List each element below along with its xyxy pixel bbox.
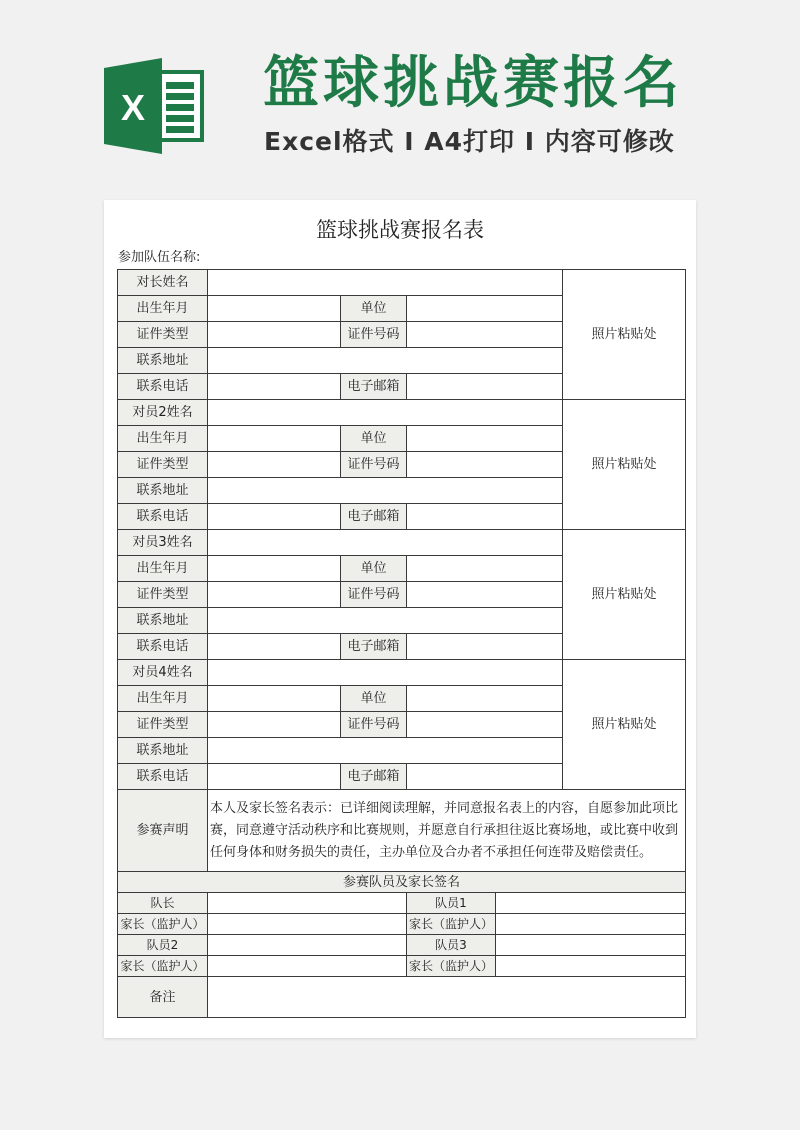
address-field[interactable] [208,738,563,764]
phone-label: 联系电话 [118,374,208,400]
email-label: 电子邮箱 [341,504,407,530]
captain-label: 队长 [118,893,208,914]
unit-label: 单位 [341,556,407,582]
member-1-name-row [118,270,686,296]
address-field[interactable] [208,348,563,374]
member3-signature-field[interactable] [496,935,686,956]
name-field[interactable] [208,400,563,426]
photo-area: 照片粘贴处 [563,400,686,530]
team-name-label: 参加队伍名称: [118,250,201,265]
birth-label: 出生年月 [118,686,208,712]
name-label: 对员3姓名 [118,530,208,556]
unit-field[interactable] [407,426,563,452]
photo-area: 照片粘贴处 [563,660,686,790]
declaration-text: 本人及家长签名表示：已详细阅读理解，并同意报名表上的内容，自愿参加此项比赛，同意遵守活动秩序和比赛规则，并愿意自行承担往返比赛场地，或比赛中收到任何身体和财务损失的责任，主办单位及合办者不承担任何连带及赔偿责任。 [208,790,686,872]
name-field[interactable] [208,660,563,686]
id-number-field[interactable] [407,712,563,738]
signature-header: 参赛队员及家长签名 [118,872,686,893]
notes-row [118,977,686,1018]
id-type-field[interactable] [208,452,341,478]
excel-logo-icon [104,58,204,154]
birth-label: 出生年月 [118,556,208,582]
photo-area: 照片粘贴处 [563,270,686,400]
guardian-label: 家长（监护人） [407,956,496,977]
phone-label: 联系电话 [118,764,208,790]
email-field[interactable] [407,764,563,790]
unit-label: 单位 [341,426,407,452]
member2-label: 队员2 [118,935,208,956]
email-field[interactable] [407,374,563,400]
id-type-label: 证件类型 [118,322,208,348]
notes-label: 备注 [118,977,208,1018]
signature-row [118,914,686,935]
member3-label: 队员3 [407,935,496,956]
phone-field[interactable] [208,374,341,400]
banner-title: 篮球挑战赛报名 [263,51,683,116]
signature-row [118,935,686,956]
email-label: 电子邮箱 [341,764,407,790]
email-label: 电子邮箱 [341,374,407,400]
address-label: 联系地址 [118,348,208,374]
guardian-signature-field[interactable] [208,914,407,935]
birth-field[interactable] [208,556,341,582]
id-type-label: 证件类型 [118,452,208,478]
guardian-label: 家长（监护人） [118,956,208,977]
unit-field[interactable] [407,686,563,712]
guardian-signature-field[interactable] [208,956,407,977]
id-type-label: 证件类型 [118,712,208,738]
id-number-label: 证件号码 [341,712,407,738]
member-4-name-row [118,660,686,686]
name-field[interactable] [208,530,563,556]
phone-field[interactable] [208,504,341,530]
id-type-label: 证件类型 [118,582,208,608]
birth-field[interactable] [208,426,341,452]
id-number-label: 证件号码 [341,322,407,348]
id-number-label: 证件号码 [341,452,407,478]
birth-label: 出生年月 [118,426,208,452]
unit-field[interactable] [407,296,563,322]
registration-table [117,269,686,1018]
id-type-field[interactable] [208,322,341,348]
member1-label: 队员1 [407,893,496,914]
birth-label: 出生年月 [118,296,208,322]
guardian-signature-field[interactable] [496,914,686,935]
address-label: 联系地址 [118,608,208,634]
signature-row [118,893,686,914]
address-field[interactable] [208,608,563,634]
email-field[interactable] [407,634,563,660]
member1-signature-field[interactable] [496,893,686,914]
member-3-name-row [118,530,686,556]
member2-signature-field[interactable] [208,935,407,956]
form-sheet [104,200,696,1038]
address-label: 联系地址 [118,738,208,764]
banner-subtitle: Excel格式 I A4打印 I 内容可修改 [264,127,675,156]
phone-field[interactable] [208,634,341,660]
birth-field[interactable] [208,686,341,712]
name-label: 对员4姓名 [118,660,208,686]
captain-signature-field[interactable] [208,893,407,914]
email-label: 电子邮箱 [341,634,407,660]
id-number-field[interactable] [407,322,563,348]
id-number-field[interactable] [407,452,563,478]
id-type-field[interactable] [208,582,341,608]
email-field[interactable] [407,504,563,530]
declaration-row [118,790,686,872]
guardian-label: 家长（监护人） [407,914,496,935]
unit-label: 单位 [341,686,407,712]
unit-label: 单位 [341,296,407,322]
phone-label: 联系电话 [118,504,208,530]
signature-header-row [118,872,686,893]
name-field[interactable] [208,270,563,296]
birth-field[interactable] [208,296,341,322]
address-label: 联系地址 [118,478,208,504]
phone-label: 联系电话 [118,634,208,660]
address-field[interactable] [208,478,563,504]
phone-field[interactable] [208,764,341,790]
form-title: 篮球挑战赛报名表 [316,218,484,242]
photo-area: 照片粘贴处 [563,530,686,660]
guardian-label: 家长（监护人） [118,914,208,935]
declaration-label: 参赛声明 [118,790,208,872]
guardian-signature-field[interactable] [496,956,686,977]
unit-field[interactable] [407,556,563,582]
id-number-field[interactable] [407,582,563,608]
notes-field[interactable] [208,977,686,1018]
id-type-field[interactable] [208,712,341,738]
member-2-name-row [118,400,686,426]
name-label: 对长姓名 [118,270,208,296]
id-number-label: 证件号码 [341,582,407,608]
name-label: 对员2姓名 [118,400,208,426]
signature-row [118,956,686,977]
svg-text:X: X [120,87,146,128]
